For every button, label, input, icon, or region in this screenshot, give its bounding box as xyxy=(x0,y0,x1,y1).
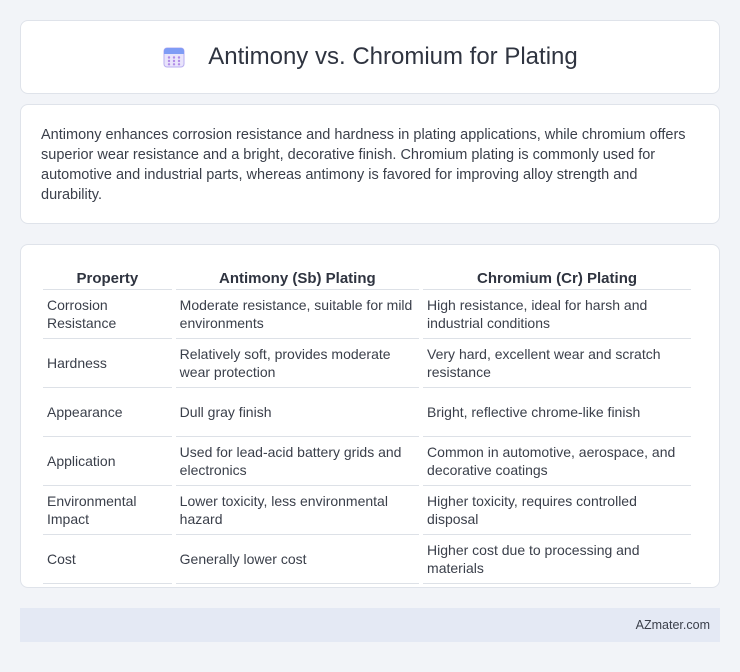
property-cell: Appearance xyxy=(43,388,172,437)
antimony-cell: Relatively soft, provides moderate wear protection xyxy=(176,339,419,388)
property-cell: Cost xyxy=(43,535,172,584)
comparison-table xyxy=(39,265,695,584)
table-row xyxy=(43,486,691,535)
chromium-cell: High resistance, ideal for harsh and industrial conditions xyxy=(423,290,691,339)
table-row xyxy=(43,290,691,339)
column-header-chromium: Chromium (Cr) Plating xyxy=(423,265,691,290)
property-cell: Corrosion Resistance xyxy=(43,290,172,339)
table-row xyxy=(43,535,691,584)
table-row xyxy=(43,339,691,388)
column-header-antimony: Antimony (Sb) Plating xyxy=(176,265,419,290)
antimony-cell: Lower toxicity, less environmental hazard xyxy=(176,486,419,535)
table-row xyxy=(43,388,691,437)
chromium-cell: Common in automotive, aerospace, and decorative coatings xyxy=(423,437,691,486)
calendar-icon xyxy=(162,45,186,69)
footer xyxy=(20,608,720,642)
summary-card xyxy=(20,104,720,224)
column-header-property: Property xyxy=(43,265,172,290)
chromium-cell: Higher toxicity, requires controlled disposal xyxy=(423,486,691,535)
comparison-card xyxy=(20,244,720,588)
footer-brand: AZmater.com xyxy=(635,618,710,632)
summary-text: Antimony enhances corrosion resistance and hardness in plating applications, while chromium offers superior wear resistance and a bright, decorative finish. Chromium plating is commonly used for automotive and industrial parts, whereas antimony is favored for improving alloy strength and durability. xyxy=(41,127,686,203)
property-cell: Hardness xyxy=(43,339,172,388)
property-cell: Application xyxy=(43,437,172,486)
antimony-cell: Used for lead-acid battery grids and electronics xyxy=(176,437,419,486)
antimony-cell: Moderate resistance, suitable for mild environments xyxy=(176,290,419,339)
chromium-cell: Very hard, excellent wear and scratch resistance xyxy=(423,339,691,388)
chromium-cell: Bright, reflective chrome-like finish xyxy=(423,388,691,437)
title-card xyxy=(20,20,720,94)
property-cell: Environmental Impact xyxy=(43,486,172,535)
page-title: Antimony vs. Chromium for Plating xyxy=(208,43,578,70)
table-header-row xyxy=(43,265,691,290)
antimony-cell: Dull gray finish xyxy=(176,388,419,437)
antimony-cell: Generally lower cost xyxy=(176,535,419,584)
table-row xyxy=(43,437,691,486)
chromium-cell: Higher cost due to processing and materials xyxy=(423,535,691,584)
